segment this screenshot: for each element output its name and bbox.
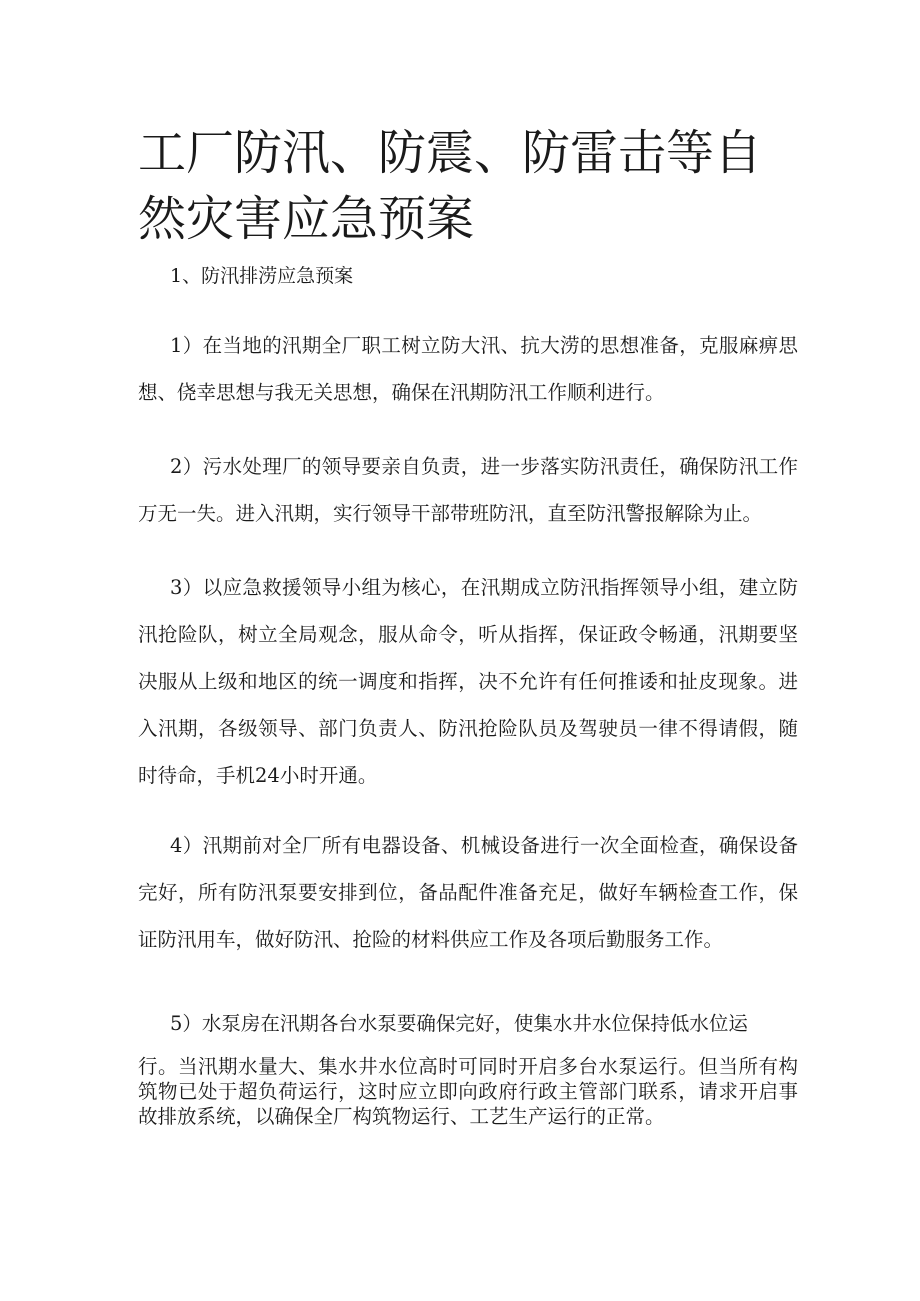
paragraph-5-first-line: 5）水泵房在汛期各台水泵要确保完好，使集水井水位保持低水位运	[170, 1012, 748, 1035]
paragraph-4: 4）汛期前对全厂所有电器设备、机械设备进行一次全面检查，确保设备完好，所有防汛泵要安排到位，备品配件准备充足，做好车辆检查工作，保证防汛用车，做好防汛、抢险的材料供应工作及各项后勤服务工作。	[138, 834, 798, 951]
paragraph-3: 3）以应急救援领导小组为核心，在汛期成立防汛指挥领导小组，建立防汛抢险队，树立全局观念，服从命令，听从指挥，保证政令畅通，汛期要坚决服从上级和地区的统一调度和指挥，决不允许有任何推诿和扯皮现象。进入汛期，各级领导、部门负责人、防汛抢险队员及驾驶员一律不得请假，随时待命，手机24小时开通。	[138, 576, 798, 787]
section-heading: 1、防汛排涝应急预案	[170, 265, 354, 287]
paragraph-5-continuation: 行。当汛期水量大、集水井水位高时可同时开启多台水泵运行。但当所有构筑物已处于超负荷运行，这时应立即向政府行政主管部门联系，请求开启事故排放系统，以确保全厂构筑物运行、工艺生产运行的正常。	[138, 1055, 798, 1128]
paragraph-1: 1）在当地的汛期全厂职工树立防大汛、抗大涝的思想准备，克服麻痹思想、侥幸思想与我无关思想，确保在汛期防汛工作顺利进行。	[138, 334, 798, 404]
document-title: 工厂防汛、防震、防雷击等自然灾害应急预案	[138, 125, 763, 247]
paragraph-2: 2）污水处理厂的领导要亲自负责，进一步落实防汛责任，确保防汛工作万无一失。进入汛期，实行领导干部带班防汛，直至防汛警报解除为止。	[138, 455, 798, 525]
